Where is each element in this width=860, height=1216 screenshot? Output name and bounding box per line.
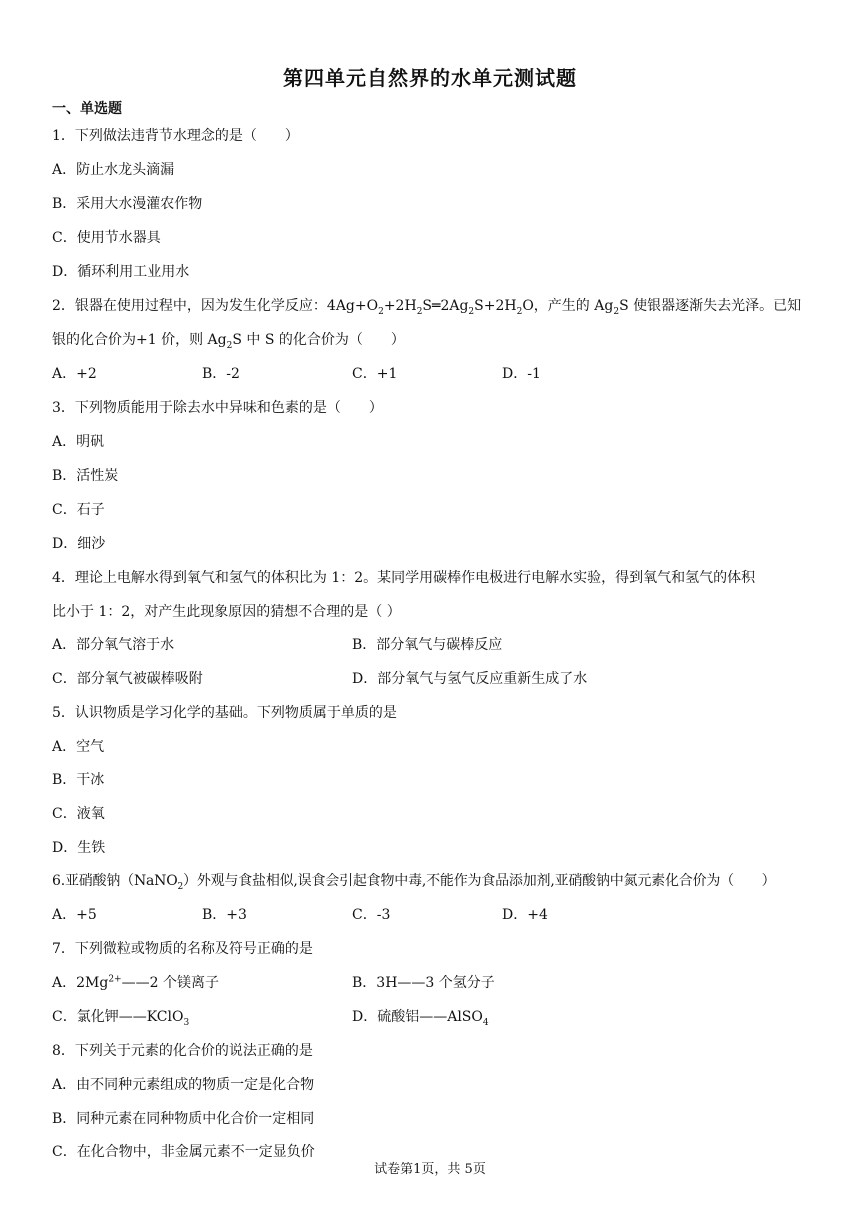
question-5-option-c: C．液氧: [52, 806, 105, 822]
question-7-option-b: B．3H——3 个氢分子: [352, 975, 495, 991]
question-3-option-d: D．细沙: [52, 536, 106, 552]
question-7-option-a: A．$2Mg^{2+}——2$ 个镁离子: [52, 974, 219, 991]
question-3-option-c: C．石子: [52, 502, 105, 518]
question-5-stem: 5．认识物质是学习化学的基础。下列物质属于单质的是: [52, 705, 397, 721]
question-4-option-b: B．部分氧气与碳棒反应: [352, 637, 503, 653]
question-5-option-b: B．干冰: [52, 772, 105, 788]
question-4-option-d: D．部分氧气与氢气反应重新生成了水: [352, 671, 588, 687]
question-5-option-a: A．空气: [52, 739, 105, 755]
question-8-option-b: B．同种元素在同种物质中化合价一定相同: [52, 1111, 315, 1127]
question-1-option-c: C．使用节水器具: [52, 230, 161, 246]
question-1-option-a: A．防止水龙头滴漏: [52, 162, 175, 178]
question-8-option-a: A．由不同种元素组成的物质一定是化合物: [52, 1077, 315, 1093]
question-4-stem-line-2: 比小于 1：2，对产生此现象原因的猜想不合理的是（ ）: [52, 604, 401, 620]
question-8-stem: 8．下列关于元素的化合价的说法正确的是: [52, 1043, 313, 1059]
question-3-option-a: A．明矾: [52, 434, 105, 450]
question-4-option-a: A．部分氧气溶于水: [52, 637, 175, 653]
question-7-option-c: C．氯化钾——KClO$_3$: [52, 1009, 190, 1028]
question-1-stem: 1．下列做法违背节水理念的是（ ）: [52, 128, 299, 144]
question-2-option-a: A．+2: [52, 366, 97, 382]
question-3-stem: 3．下列物质能用于除去水中异味和色素的是（ ）: [52, 400, 383, 416]
question-3-option-b: B．活性炭: [52, 468, 119, 484]
question-2-stem-line-2: 银的化合价为+1 价，则 $Ag_2S$ 中 S 的化合价为（ ）: [52, 332, 405, 351]
question-1-option-d: D．循环利用工业用水: [52, 264, 190, 280]
question-2-option-d: D．-1: [502, 366, 541, 382]
question-6-option-a: A．+5: [52, 907, 97, 923]
question-2-option-b: B．-2: [202, 366, 240, 382]
question-7-stem: 7．下列微粒或物质的名称及符号正确的是: [52, 941, 313, 957]
question-2-stem-line-1: 2．银器在使用过程中，因为发生化学反应：$4Ag+O_2+2H_2S═2Ag_2S+2H_2O$，产生的 $Ag_2S$ 使银器逐渐失去光泽。已知: [52, 298, 802, 317]
question-5-option-d: D．生铁: [52, 840, 106, 856]
question-6-option-c: C．-3: [352, 907, 391, 923]
question-6-option-d: D．+4: [502, 907, 548, 923]
question-4-stem-line-1: 4．理论上电解水得到氧气和氢气的体积比为 1：2。某同学用碳棒作电极进行电解水实验，得到氧气和氢气的体积: [52, 570, 756, 586]
question-4-option-c: C．部分氧气被碳棒吸附: [52, 671, 203, 687]
question-2-option-c: C．+1: [352, 366, 398, 382]
page-footer: 试卷第1页，共 5页: [374, 1162, 486, 1177]
question-8-option-c: C．在化合物中，非金属元素不一定显负价: [52, 1144, 315, 1160]
section-heading: 一、单选题: [52, 101, 122, 117]
page-title: 第四单元自然界的水单元测试题: [283, 66, 577, 90]
question-6-stem: 6.亚硝酸钠（NaNO$_2$）外观与食盐相似,误食会引起食物中毒,不能作为食品添加剂,亚硝酸钠中氮元素化合价为（ ）: [52, 873, 776, 892]
question-6-option-b: B．+3: [202, 907, 247, 923]
question-1-option-b: B．采用大水漫灌农作物: [52, 196, 203, 212]
question-7-option-d: D．硫酸铝——AlSO$_4$: [352, 1009, 489, 1028]
